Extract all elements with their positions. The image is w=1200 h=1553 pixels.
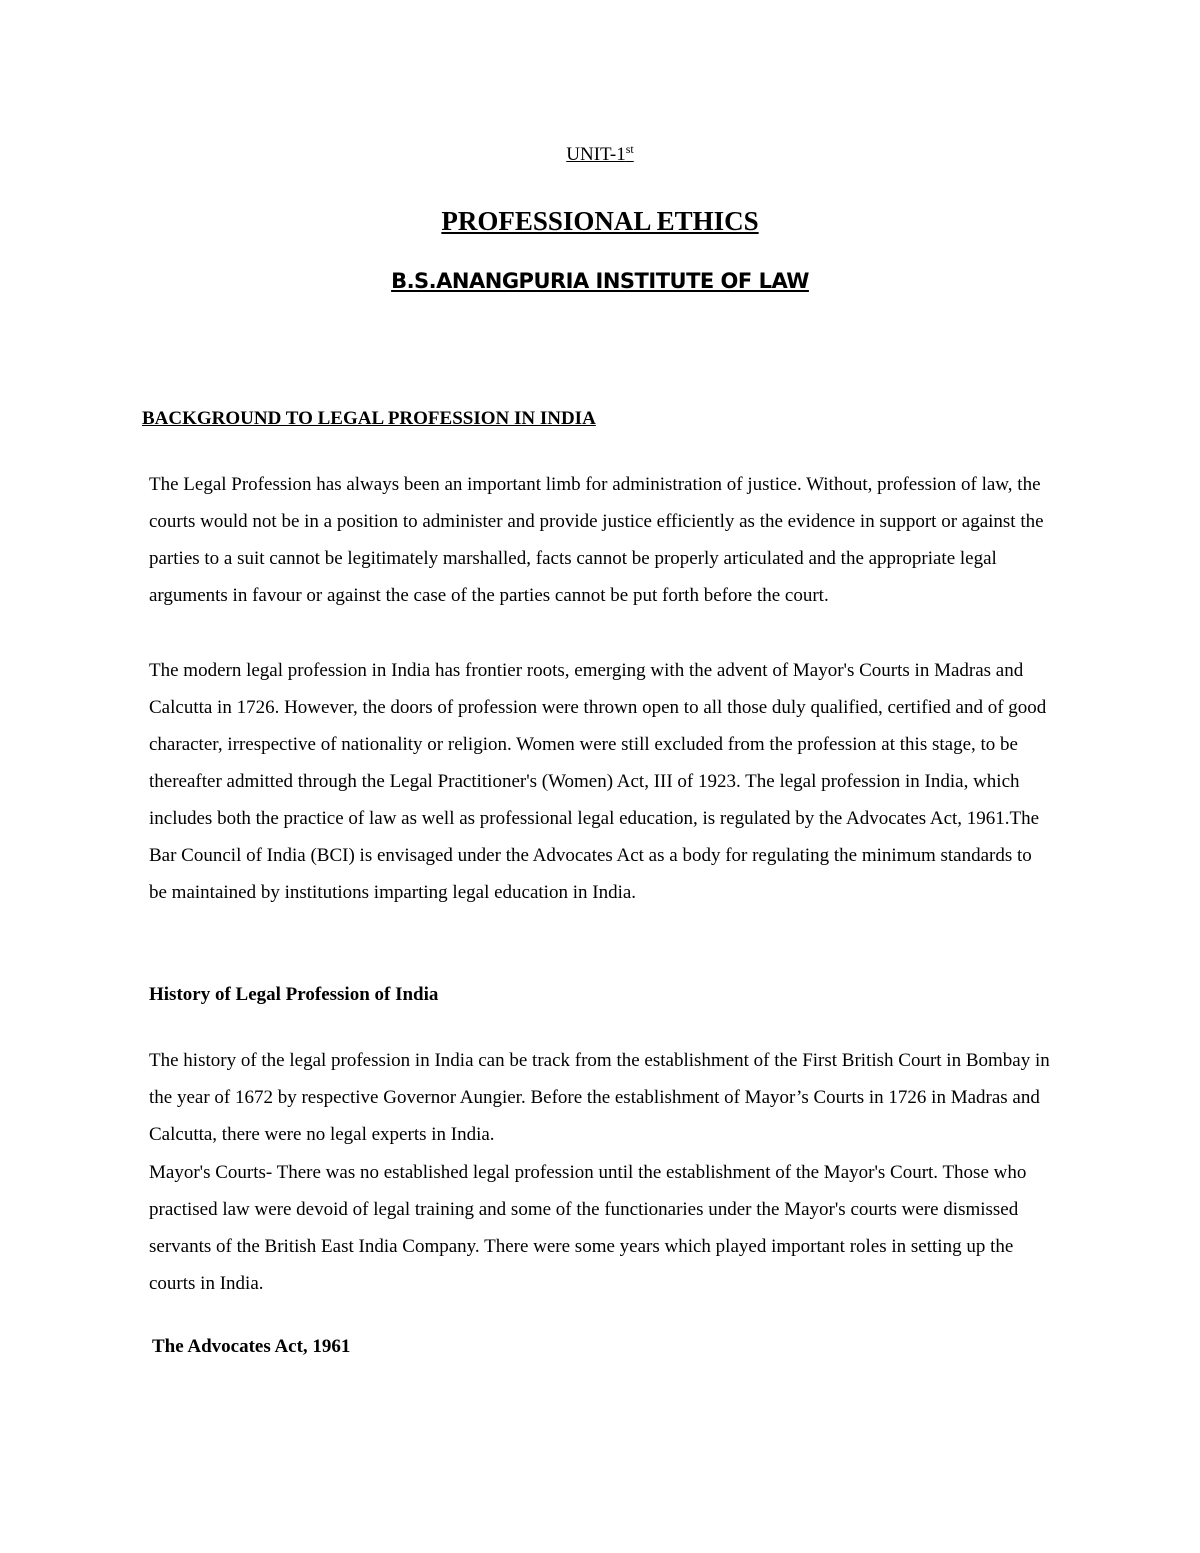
unit-superscript: st (625, 142, 634, 156)
unit-label: UNIT-1 (566, 144, 626, 165)
background-paragraph-1: The Legal Profession has always been an important limb for administration of justice. Without, profession of law, the courts would not be in a position to administer and provide justice efficiently as the evidence in support or against the parties to a suit cannot be legitimately marshalled, facts cannot be properly articulated and the appropriate legal arguments in favour or against the case of the parties cannot be put forth before the court. (149, 474, 1044, 606)
background-heading: BACKGROUND TO LEGAL PROFESSION IN INDIA (142, 408, 596, 429)
history-paragraph-1: The history of the legal profession in India can be track from the establishment of the First British Court in Bombay in the year of 1672 by respective Governor Aungier. Before the establishment of Mayor’s Courts in 1726 in Madras and Calcutta, there were no legal experts in India. (149, 1050, 1050, 1145)
history-paragraph-2: Mayor's Courts- There was no established legal profession until the establishment of the Mayor's Court. Those who practised law were devoid of legal training and some of the functionaries under the Mayor's courts were dismissed servants of the British East India Company. There were some years which played important roles in setting up the courts in India. (149, 1162, 1027, 1294)
unit-title (0, 144, 1200, 166)
history-heading: History of Legal Profession of India (149, 984, 439, 1005)
document-title: PROFESSIONAL ETHICS (441, 206, 759, 236)
institute-name: B.S.ANANGPURIA INSTITUTE OF LAW (391, 269, 809, 293)
background-paragraph-2: The modern legal profession in India has frontier roots, emerging with the advent of Mayor's Courts in Madras and Calcutta in 1726. However, the doors of profession were thrown open to all those duly qualified, certified and of good character, irrespective of nationality or religion. Women were still excluded from the profession at this stage, to be thereafter admitted through the Legal Practitioner's (Women) Act, III of 1923. The legal profession in India, which includes both the practice of law as well as professional legal education, is regulated by the Advocates Act, 1961.The Bar Council of India (BCI) is envisaged under the Advocates Act as a body for regulating the minimum standards to be maintained by institutions imparting legal education in India. (149, 660, 1047, 903)
advocates-act-heading: The Advocates Act, 1961 (152, 1336, 351, 1357)
